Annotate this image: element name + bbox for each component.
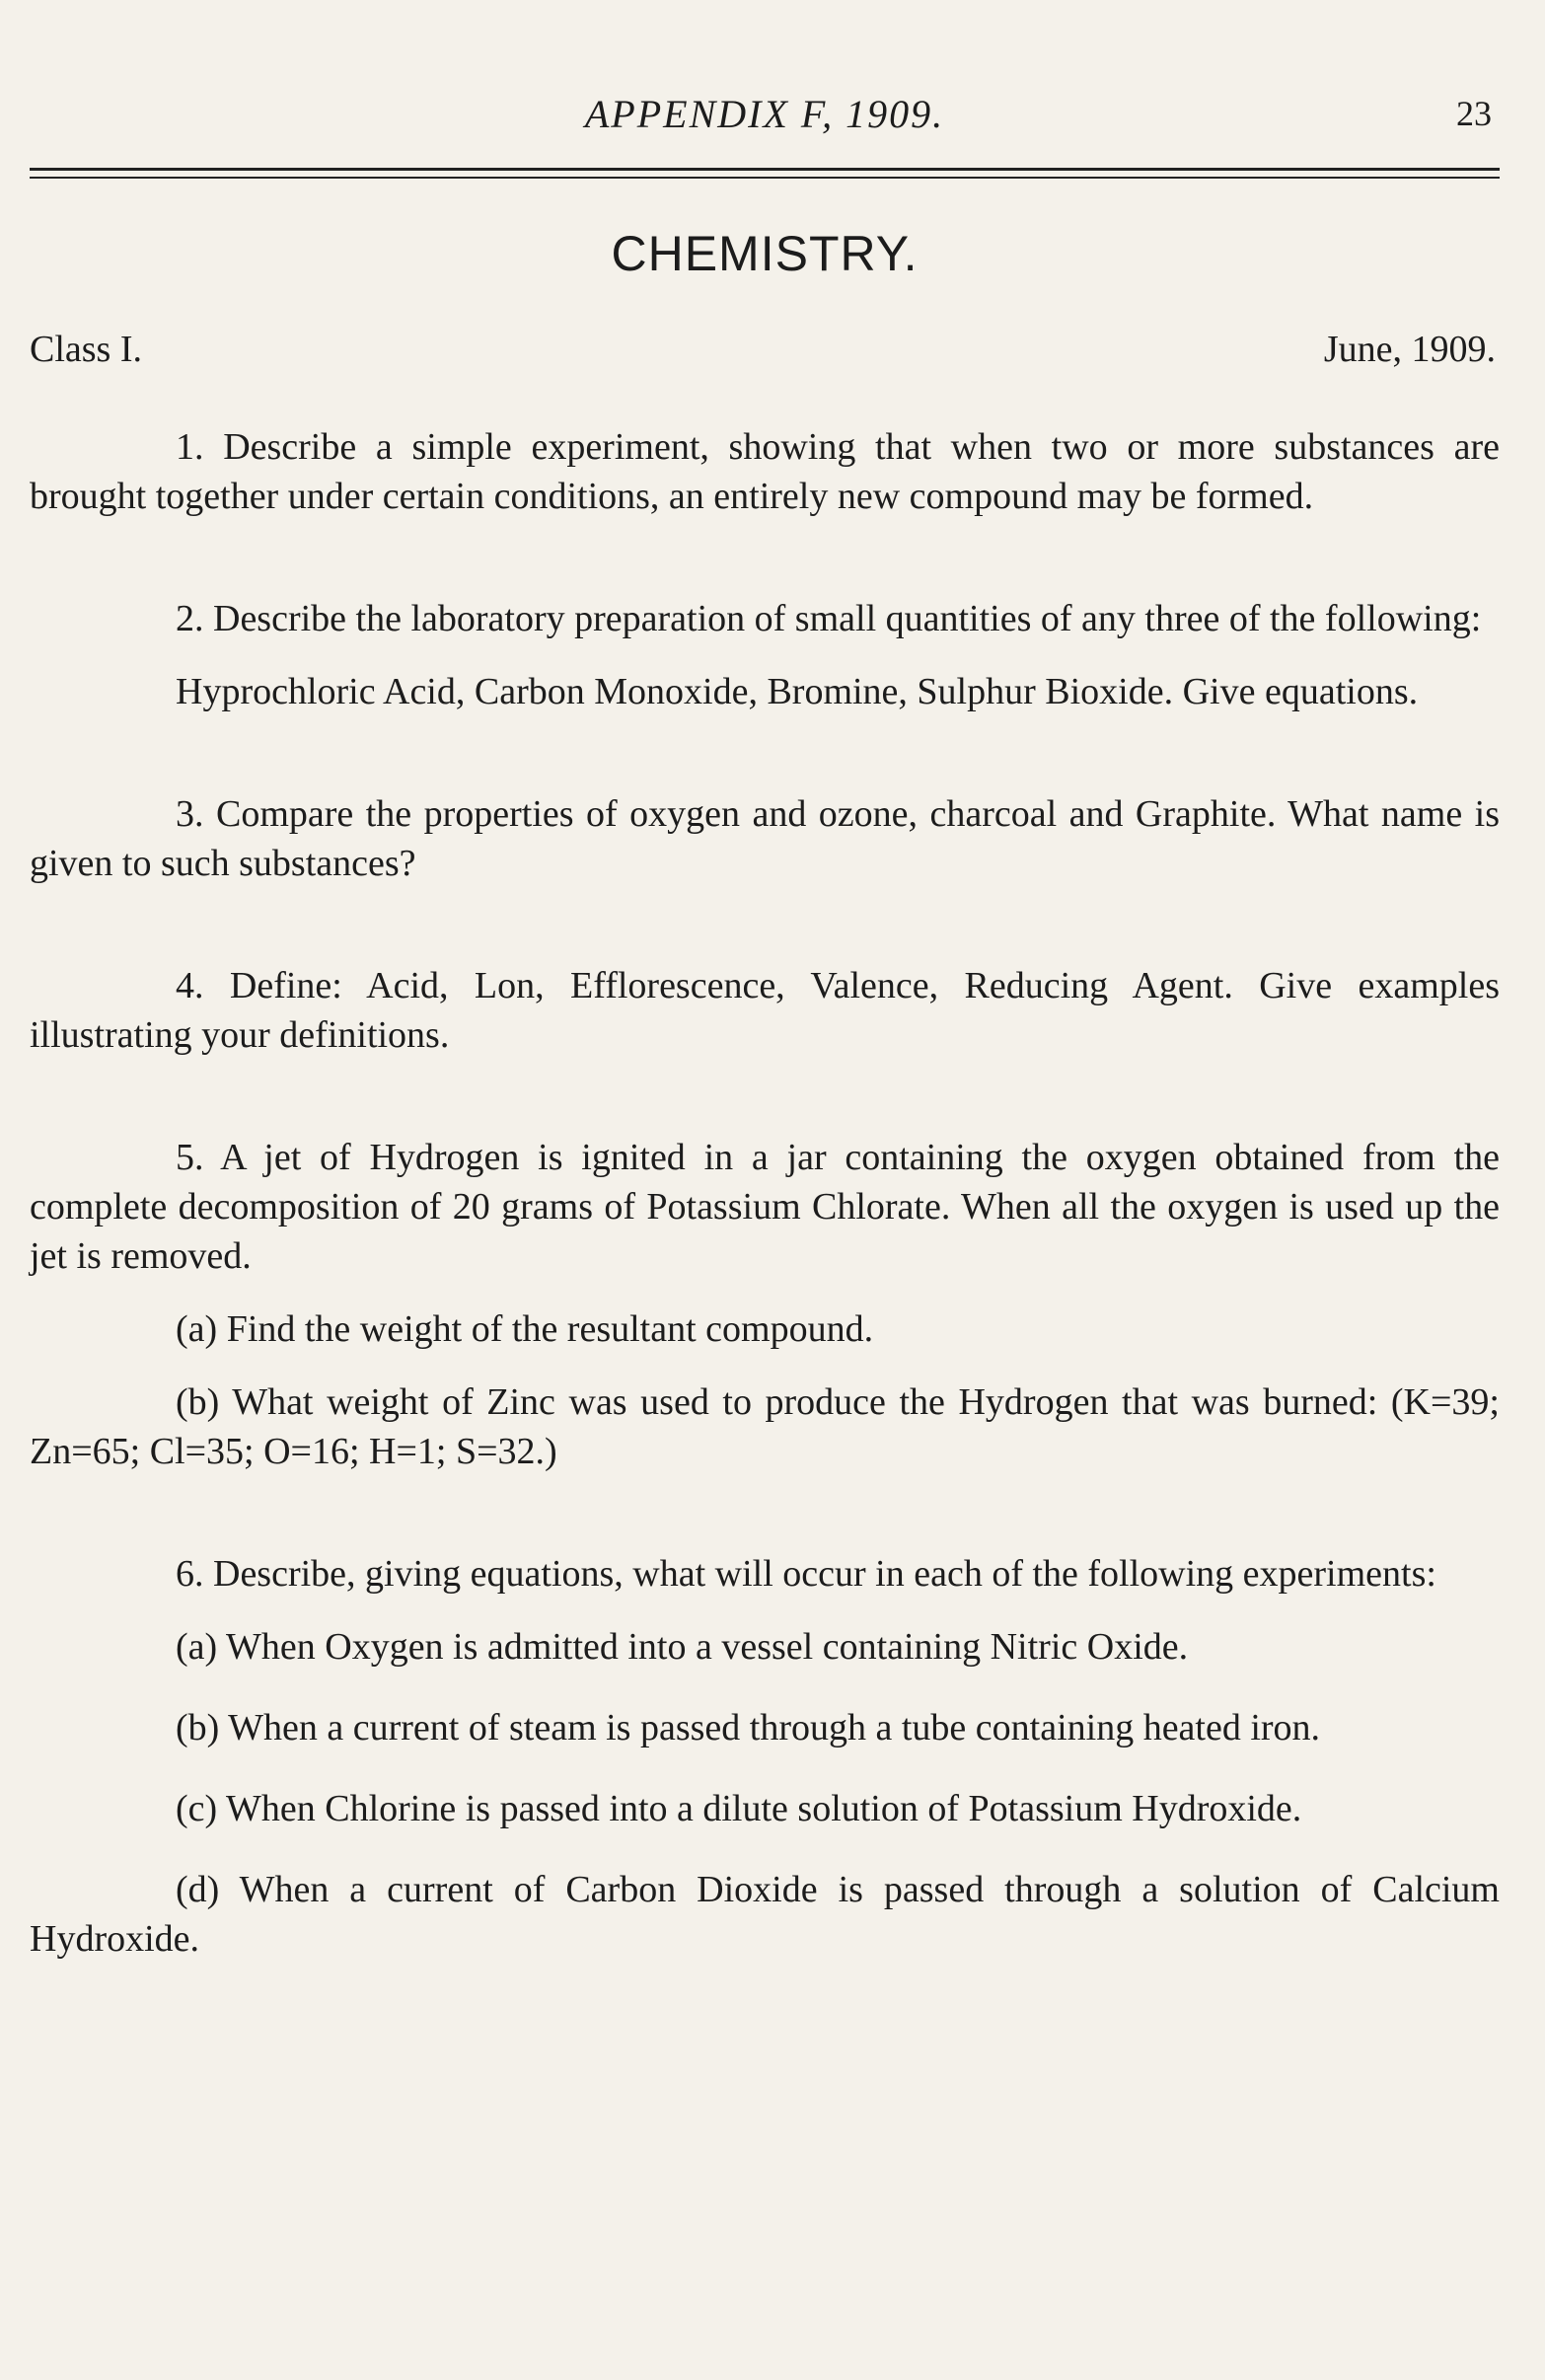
subject-title: CHEMISTRY. bbox=[611, 226, 919, 281]
question-6-part-a bbox=[30, 1622, 1500, 1672]
question-2 bbox=[30, 594, 1500, 643]
header-rule-top bbox=[30, 168, 1500, 171]
question-5-part-b bbox=[30, 1377, 1500, 1476]
question-number: 1. bbox=[176, 426, 204, 468]
part-text: Find the weight of the resultant compound. bbox=[226, 1308, 874, 1350]
part-label: (a) bbox=[176, 1626, 218, 1668]
question-text: Describe, giving equations, what will occur in each of the following experiments: bbox=[213, 1553, 1436, 1595]
question-number: 4. bbox=[176, 965, 204, 1006]
running-title: APPENDIX F, 1909. bbox=[584, 92, 945, 136]
header-rule-bottom bbox=[30, 177, 1500, 179]
question-6-part-b bbox=[30, 1703, 1500, 1752]
part-label: (a) bbox=[176, 1308, 218, 1350]
question-1 bbox=[30, 422, 1500, 521]
part-text: When Chlorine is passed into a dilute solution of Potassium Hydroxide. bbox=[226, 1788, 1302, 1829]
question-6 bbox=[30, 1549, 1500, 1599]
part-text: When a current of Carbon Dioxide is passed through a solution of Calcium Hydroxide. bbox=[30, 1869, 1500, 1960]
question-6-part-d bbox=[30, 1865, 1500, 1964]
question-4 bbox=[30, 961, 1500, 1060]
question-text: Describe the laboratory preparation of small quantities of any three of the following: bbox=[213, 598, 1482, 639]
question-number: 6. bbox=[176, 1553, 204, 1595]
part-label: (d) bbox=[176, 1869, 220, 1910]
exam-date: June, 1909. bbox=[1323, 329, 1496, 370]
part-text: When a current of steam is passed through a tube containing heated iron. bbox=[228, 1707, 1321, 1748]
question-number: 3. bbox=[176, 793, 204, 835]
question-number: 5. bbox=[176, 1137, 204, 1178]
questions bbox=[30, 422, 1500, 1995]
part-label: (b) bbox=[176, 1381, 220, 1423]
question-text: Define: Acid, Lon, Efflorescence, Valence, Reducing Agent. Give examples illustrating your definitions. bbox=[30, 965, 1501, 1056]
question-number: 2. bbox=[176, 598, 204, 639]
question-3 bbox=[30, 789, 1500, 888]
page-number: 23 bbox=[1456, 94, 1492, 133]
part-text: When Oxygen is admitted into a vessel containing Nitric Oxide. bbox=[226, 1626, 1189, 1668]
question-6-part-c bbox=[30, 1784, 1500, 1833]
part-label: (c) bbox=[176, 1788, 218, 1829]
class-label: Class I. bbox=[30, 329, 142, 370]
question-5-part-a bbox=[30, 1304, 1500, 1354]
question-text: A jet of Hydrogen is ignited in a jar containing the oxygen obtained from the complete decomposition of 20 grams of Potassium Chlorate. When all the oxygen is used up the jet is removed. bbox=[30, 1137, 1500, 1277]
running-head bbox=[30, 91, 1500, 150]
question-2-list: Hyprochloric Acid, Carbon Monoxide, Bromine, Sulphur Bioxide. Give equations. bbox=[176, 671, 1419, 712]
question-text: Describe a simple experiment, showing that when two or more substances are brought together under certain conditions, an entirely new compound may be formed. bbox=[30, 426, 1500, 517]
exam-page bbox=[30, 0, 1500, 2380]
question-5 bbox=[30, 1133, 1500, 1281]
part-text: What weight of Zinc was used to produce the Hydrogen that was burned: (K=39; Zn=65; Cl=35; O=16; H=1; S=32.) bbox=[30, 1381, 1500, 1472]
part-label: (b) bbox=[176, 1707, 220, 1748]
question-text: Compare the properties of oxygen and ozone, charcoal and Graphite. What name is given to such substances? bbox=[30, 793, 1500, 884]
